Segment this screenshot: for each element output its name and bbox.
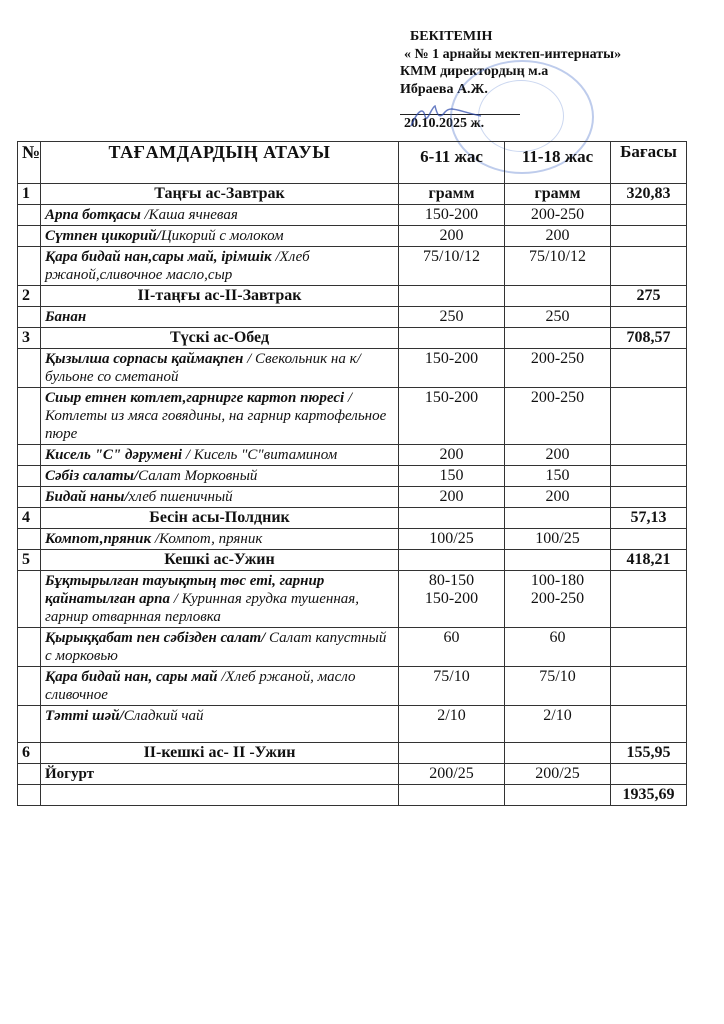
section-title: ІІ-кешкі ас- ІІ -Ужин — [41, 743, 399, 764]
section-title: Түскі ас-Обед — [41, 328, 399, 349]
dish-row — [18, 706, 687, 743]
dish-number-empty — [18, 388, 41, 445]
dish-qty-11-18: 200-250 — [505, 388, 611, 445]
meal-section-row — [18, 328, 687, 349]
dish-name-kz: Бидай наны/ — [45, 489, 129, 505]
dish-name — [41, 571, 399, 628]
section-price: 57,13 — [611, 508, 687, 529]
dish-qty-6-11: 75/10/12 — [399, 247, 505, 286]
dish-row — [18, 764, 687, 785]
header-dish-name: ТАҒАМДАРДЫҢ АТАУЫ — [41, 142, 399, 184]
section-price: 275 — [611, 286, 687, 307]
dish-name-kz: Сүтпен цикорий/ — [45, 228, 161, 244]
dish-name-ru: /Котлеты из мяса говядины, на гарнир картофельное пюре — [45, 390, 387, 442]
dish-name — [41, 466, 399, 487]
dish-number-empty — [18, 529, 41, 550]
signature-line — [400, 98, 520, 115]
dish-number-empty — [18, 764, 41, 785]
dish-price-empty — [611, 226, 687, 247]
dish-row — [18, 667, 687, 706]
dish-price-empty — [611, 349, 687, 388]
dish-name — [41, 247, 399, 286]
dish-row — [18, 571, 687, 628]
dish-number-empty — [18, 307, 41, 328]
dish-name — [41, 529, 399, 550]
total-label-empty — [41, 785, 399, 806]
header-price: Бағасы — [611, 142, 687, 184]
dish-number-empty — [18, 487, 41, 508]
dish-name-kz: Сәбіз салаты/ — [45, 468, 139, 484]
dish-qty-6-11: 150-200 — [399, 205, 505, 226]
dish-name-ru: Салат капустный с морковью — [45, 630, 387, 664]
dish-qty-6-11: 80-150 150-200 — [399, 571, 505, 628]
meal-section-row — [18, 286, 687, 307]
dish-qty-11-18: 200-250 — [505, 205, 611, 226]
dish-price-empty — [611, 307, 687, 328]
dish-qty-11-18: 200/25 — [505, 764, 611, 785]
dish-name-kz: Йогурт — [45, 766, 94, 782]
dish-row — [18, 466, 687, 487]
dish-name — [41, 706, 399, 743]
section-unit-6-11: грамм — [399, 184, 505, 205]
dish-qty-6-11: 200/25 — [399, 764, 505, 785]
dish-name-kz: Қара бидай нан,сары май, ірімшік — [45, 249, 276, 265]
dish-name — [41, 226, 399, 247]
approval-date: 20.10.2025 ж. — [404, 116, 485, 131]
dish-price-empty — [611, 571, 687, 628]
section-number: 3 — [18, 328, 41, 349]
meal-section-row — [18, 550, 687, 571]
dish-name — [41, 487, 399, 508]
dish-qty-6-11: 200 — [399, 226, 505, 247]
dish-qty-11-18: 100-180 200-250 — [505, 571, 611, 628]
section-title: Таңғы ас-Завтрак — [41, 184, 399, 205]
dish-qty-6-11: 100/25 — [399, 529, 505, 550]
section-price: 155,95 — [611, 743, 687, 764]
dish-price-empty — [611, 628, 687, 667]
dish-qty-6-11: 150-200 — [399, 388, 505, 445]
dish-qty-11-18: 75/10/12 — [505, 247, 611, 286]
dish-qty-6-11: 200 — [399, 487, 505, 508]
dish-qty-11-18: 60 — [505, 628, 611, 667]
dish-name-kz: Сиыр етнен котлет,гарнирге картоп пюресі — [45, 390, 348, 406]
approval-name: Ибраева А.Ж. — [400, 81, 488, 97]
dish-price-empty — [611, 205, 687, 226]
dish-qty-6-11: 150 — [399, 466, 505, 487]
section-unit-6-11 — [399, 743, 505, 764]
dish-number-empty — [18, 706, 41, 743]
section-price: 708,57 — [611, 328, 687, 349]
dish-name-ru: Сладкий чай — [123, 708, 204, 724]
dish-name-kz: Қызылша сорпасы қаймақпен — [45, 351, 248, 367]
section-unit-11-18 — [505, 743, 611, 764]
dish-name — [41, 764, 399, 785]
dish-name-kz: Қара бидай нан, сары май — [45, 669, 222, 685]
dish-name-kz: Қырыққабат пен сәбізден салат/ — [45, 630, 270, 646]
section-title: ІІ-таңғы ас-ІІ-Завтрак — [41, 286, 399, 307]
dish-qty-6-11: 2/10 — [399, 706, 505, 743]
dish-price-empty — [611, 487, 687, 508]
section-number: 4 — [18, 508, 41, 529]
section-unit-11-18: грамм — [505, 184, 611, 205]
total-price: 1935,69 — [611, 785, 687, 806]
dish-name-ru: Салат Морковный — [138, 468, 258, 484]
dish-qty-6-11: 60 — [399, 628, 505, 667]
section-unit-11-18 — [505, 508, 611, 529]
dish-qty-11-18: 200 — [505, 487, 611, 508]
dish-row — [18, 388, 687, 445]
dish-row — [18, 307, 687, 328]
dish-name-kz: Банан — [45, 309, 87, 325]
approval-school: « № 1 арнайы мектеп-интернаты» — [404, 46, 622, 62]
menu-table — [17, 141, 687, 806]
dish-number-empty — [18, 205, 41, 226]
dish-row — [18, 205, 687, 226]
dish-name — [41, 667, 399, 706]
dish-qty-11-18: 150 — [505, 466, 611, 487]
dish-number-empty — [18, 667, 41, 706]
dish-price-empty — [611, 667, 687, 706]
section-number: 5 — [18, 550, 41, 571]
header-age-6-11: 6-11 жас — [399, 142, 505, 184]
dish-row — [18, 349, 687, 388]
dish-name-kz: Тәтті шәй/ — [45, 708, 124, 724]
dish-qty-11-18: 100/25 — [505, 529, 611, 550]
total-empty-a — [399, 785, 505, 806]
meal-section-row — [18, 508, 687, 529]
section-unit-11-18 — [505, 328, 611, 349]
dish-name — [41, 205, 399, 226]
dish-name-kz: Компот,пряник — [45, 531, 155, 547]
section-price: 320,83 — [611, 184, 687, 205]
dish-name-ru: /Хлеб ржаной,сливочное масло,сыр — [45, 249, 310, 283]
dish-price-empty — [611, 706, 687, 743]
dish-name — [41, 307, 399, 328]
approval-title: БЕКІТЕМІН — [410, 29, 493, 44]
approval-block — [400, 28, 700, 133]
header-num: № — [18, 142, 41, 184]
dish-qty-11-18: 2/10 — [505, 706, 611, 743]
dish-name-kz: Бұқтырылған тауықтың төс еті, гарнир қайнатылған арпа — [45, 573, 325, 607]
dish-number-empty — [18, 466, 41, 487]
header-age-11-18: 11-18 жас — [505, 142, 611, 184]
dish-row — [18, 226, 687, 247]
dish-name-kz: Арпа ботқасы — [45, 207, 145, 223]
dish-qty-6-11: 75/10 — [399, 667, 505, 706]
dish-name-ru: хлеб пшеничный — [128, 489, 233, 505]
meal-section-row — [18, 743, 687, 764]
section-number: 2 — [18, 286, 41, 307]
meal-section-row — [18, 184, 687, 205]
dish-qty-6-11: 200 — [399, 445, 505, 466]
section-unit-11-18 — [505, 550, 611, 571]
section-unit-6-11 — [399, 550, 505, 571]
dish-name-ru: Цикорий с молоком — [160, 228, 284, 244]
section-number: 1 — [18, 184, 41, 205]
dish-qty-11-18: 200 — [505, 445, 611, 466]
dish-price-empty — [611, 445, 687, 466]
dish-name-ru: / Куринная грудка тушенная, гарнир отварнная перловка — [45, 591, 360, 625]
total-num-empty — [18, 785, 41, 806]
dish-price-empty — [611, 388, 687, 445]
dish-name-kz: Кисель "С" дәрумені — [45, 447, 186, 463]
dish-price-empty — [611, 247, 687, 286]
section-price: 418,21 — [611, 550, 687, 571]
total-empty-b — [505, 785, 611, 806]
section-number: 6 — [18, 743, 41, 764]
dish-number-empty — [18, 628, 41, 667]
dish-name-ru: /Каша ячневая — [144, 207, 238, 223]
dish-number-empty — [18, 226, 41, 247]
dish-price-empty — [611, 466, 687, 487]
dish-qty-11-18: 250 — [505, 307, 611, 328]
section-unit-6-11 — [399, 508, 505, 529]
dish-row — [18, 487, 687, 508]
dish-row — [18, 247, 687, 286]
approval-position: КММ директордың м.а — [400, 64, 549, 79]
dish-number-empty — [18, 445, 41, 466]
dish-qty-11-18: 200 — [505, 226, 611, 247]
dish-number-empty — [18, 247, 41, 286]
section-title: Кешкі ас-Ужин — [41, 550, 399, 571]
section-unit-6-11 — [399, 328, 505, 349]
total-row — [18, 785, 687, 806]
dish-name — [41, 445, 399, 466]
dish-name-ru: /Хлеб ржаной, масло сливочное — [45, 669, 356, 703]
dish-row — [18, 628, 687, 667]
dish-number-empty — [18, 571, 41, 628]
dish-name — [41, 388, 399, 445]
dish-name-ru: / Свекольник на к/бульоне со сметаной — [45, 351, 361, 385]
dish-qty-11-18: 200-250 — [505, 349, 611, 388]
dish-name — [41, 349, 399, 388]
dish-price-empty — [611, 764, 687, 785]
dish-row — [18, 445, 687, 466]
dish-name — [41, 628, 399, 667]
section-title: Бесін асы-Полдник — [41, 508, 399, 529]
dish-qty-6-11: 150-200 — [399, 349, 505, 388]
dish-name-ru: /Компот, пряник — [154, 531, 263, 547]
table-header-row — [18, 142, 687, 184]
dish-qty-6-11: 250 — [399, 307, 505, 328]
dish-row — [18, 529, 687, 550]
dish-qty-11-18: 75/10 — [505, 667, 611, 706]
dish-price-empty — [611, 529, 687, 550]
section-unit-6-11 — [399, 286, 505, 307]
dish-name-ru: / Кисель "С"витамином — [185, 447, 338, 463]
section-unit-11-18 — [505, 286, 611, 307]
dish-number-empty — [18, 349, 41, 388]
